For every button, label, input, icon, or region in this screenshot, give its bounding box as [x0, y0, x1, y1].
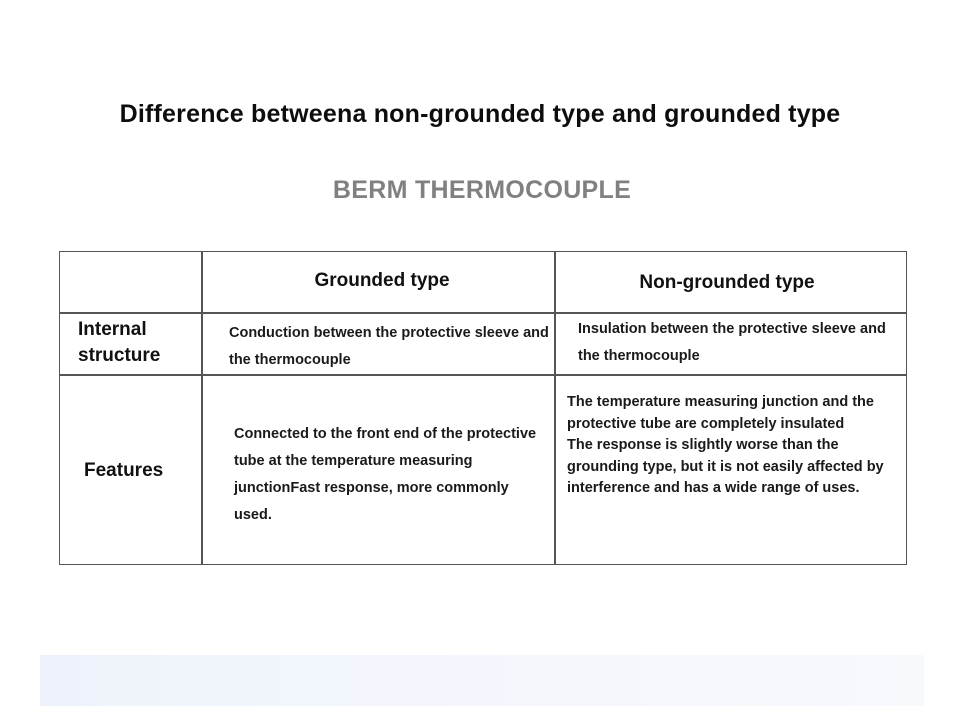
grounded-internal-structure-text: Conduction between the protective sleeve and the thermocouple: [229, 325, 549, 368]
non-grounded-features-text: [567, 392, 902, 500]
header-cell-grounded: [202, 252, 554, 310]
cell-grounded-features: [234, 376, 544, 566]
page-title: Difference betweena non-grounded type and grounded type: [119, 100, 841, 128]
header-grounded-type: Grounded type: [314, 270, 450, 291]
non-grounded-features-line: The response is slightly worse than the grounding type, but it is not easily affected by interference and has a wide range of uses.: [567, 437, 884, 496]
comparison-table: [59, 251, 907, 565]
row-label-features: Features: [84, 460, 164, 481]
row-label-cell-internal-structure: [78, 314, 202, 374]
header-corner-cell: [60, 252, 202, 313]
non-grounded-features-line: The temperature measuring junction and the protective tube are completely insulated: [567, 394, 874, 432]
non-grounded-internal-structure-text: Insulation between the protective sleeve and the thermocouple: [578, 321, 886, 364]
row-label-cell-features: [84, 376, 202, 566]
cell-grounded-internal-structure: [229, 314, 549, 374]
header-cell-non-grounded: [556, 252, 906, 314]
footer-band: [40, 655, 924, 706]
grounded-features-text: Connected to the front end of the protective tube at the temperature measuring junctionFast response, more commonly used.: [234, 426, 537, 523]
row-label-internal-structure: [78, 317, 160, 369]
row-label-line: Internal: [78, 319, 147, 340]
header-non-grounded-type: Non-grounded type: [639, 272, 815, 293]
cell-non-grounded-internal-structure: [578, 314, 888, 374]
cell-non-grounded-features: [567, 376, 902, 564]
brand-subtitle: BERM THERMOCOUPLE: [332, 176, 632, 204]
row-label-line: structure: [78, 345, 161, 366]
